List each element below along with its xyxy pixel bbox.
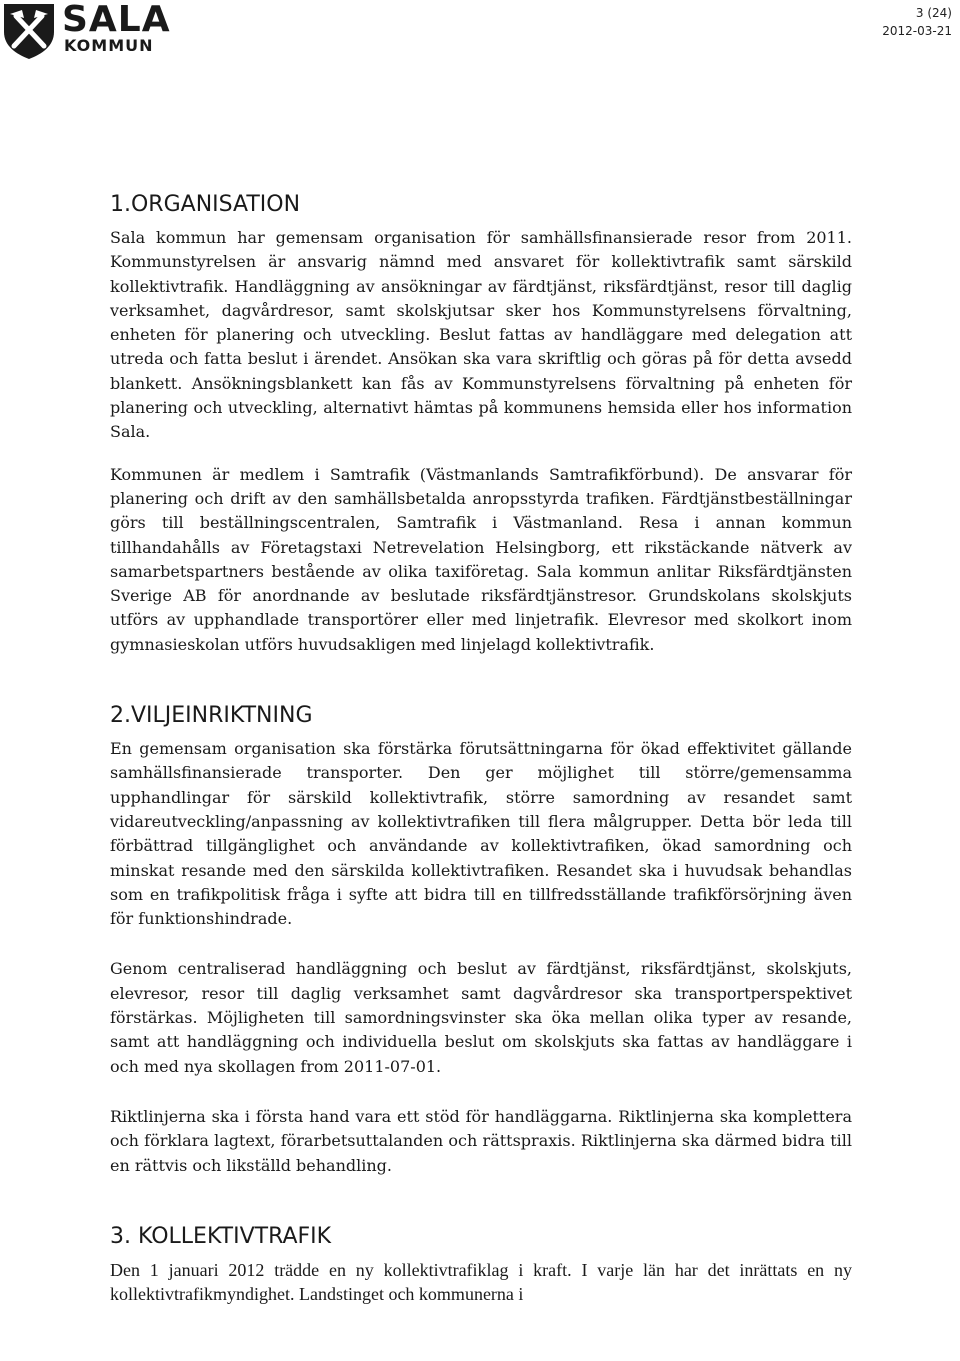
- page-number: 3 (24): [915, 6, 952, 20]
- paragraph: En gemensam organisation ska förstärka förutsättningarna för ökad effektivitet gällande samhällsfinansierade transporter. Den ger möjlighet till större/gemensamma upphandlingar för särskild kollektivtrafik, större samordning av resandet samt vidareutveckling/anpassning av kollektivtrafiken till flera målgrupper. Detta bör leda till förbättrad tillgänglighet och användande av kollektivtrafiken, ökad samordning och minskat resande med den särskilda kollektivtrafiken. Resandet ska i huvudsak behandlas som en trafikpolitisk fråga i syfte att bidra till en tillfredsställande trafikförsörjning även för funktionshindrade.: [110, 739, 852, 929]
- logo-name: SALA: [62, 0, 171, 40]
- paragraph: Sala kommun har gemensam organisation för samhällsfinansierade resor from 2011. Kommunstyrelsen är ansvarig nämnd med ansvaret för kollektivtrafik samt särskild kollektivtrafik. Handläggning av ansökningar av färdtjänst, riksfärdtjänst, resor till daglig verksamhet, dagvårdresor, samt skolskjutsar sker hos Kommunstyrelsens förvaltning, enheten för planering och utveckling. Beslut fattas av handläggare med delegation att utreda och fatta beslut i ärendet. Ansökan ska vara skriftlig och göras på för detta avsedd blankett. Ansökningsblankett kan fås av Kommunstyrelsens förvaltning på enheten för planering och utveckling, alternativt hämtas på kommunens hemsida eller hos information Sala.: [110, 228, 852, 442]
- paragraph: Den 1 januari 2012 trädde en ny kollektivtrafiklag i kraft. I varje län har det inrättats en ny kollektivtrafikmyndighet. Landstinget och kommunerna i: [110, 1259, 852, 1305]
- document-date: 2012-03-21: [882, 24, 952, 38]
- paragraph: Riktlinjerna ska i första hand vara ett stöd för handläggarna. Riktlinjerna ska komplettera och förklara lagtext, förarbetsuttalanden och rättspraxis. Riktlinjerna ska därmed bidra till en rättvis och likställd behandling.: [110, 1106, 852, 1175]
- section-heading-kollektivtrafik: 3. KOLLEKTIVTRAFIK: [110, 1223, 332, 1249]
- logo-sub: KOMMUN: [64, 36, 154, 55]
- section-heading-organisation: 1.ORGANISATION: [110, 192, 301, 217]
- section-heading-viljeinriktning: 2.VILJEINRIKTNING: [110, 703, 313, 729]
- document-body: [110, 190, 852, 1307]
- page-meta: [882, 4, 952, 40]
- paragraph: Genom centraliserad handläggning och beslut av färdtjänst, riksfärdtjänst, skolskjuts, elevresor, resor till daglig verksamhet samt dagvårdresor ska transportperspektivet förstärkas. Möjligheten till samordningsvinster ska öka mellan olika typer av resande, samt att handläggning och individuella beslut om skolskjuts ska fattas av handläggare i och med nya skollagen from 2011-07-01.: [110, 959, 852, 1076]
- shield-emblem-icon: [2, 2, 56, 60]
- paragraph: Kommunen är medlem i Samtrafik (Västmanlands Samtrafikförbund). De ansvarar för planering och drift av den samhällsbetalda anropsstyrda trafiken. Färdtjänstbeställningar görs till beställningscentralen, Samtrafik i Västmanland. Resa i annan kommun tillhandahålls av Företagstaxi Netrevelation Helsingborg, ett rikstäckande nätverk av samarbetspartners bestående av olika taxiföretag. Sala kommun anlitar Riksfärdtjänsten Sverige AB för anordnande av beslutade riksfärdtjänstresor. Grundskolans skolskjuts utförs av upphandlade transportörer eller med linjetrafik. Elevresor med skolkort inom gymnasieskolan utförs huvudsakligen med linjelagd kollektivtrafik.: [110, 464, 852, 654]
- sala-kommun-logo: [0, 0, 171, 64]
